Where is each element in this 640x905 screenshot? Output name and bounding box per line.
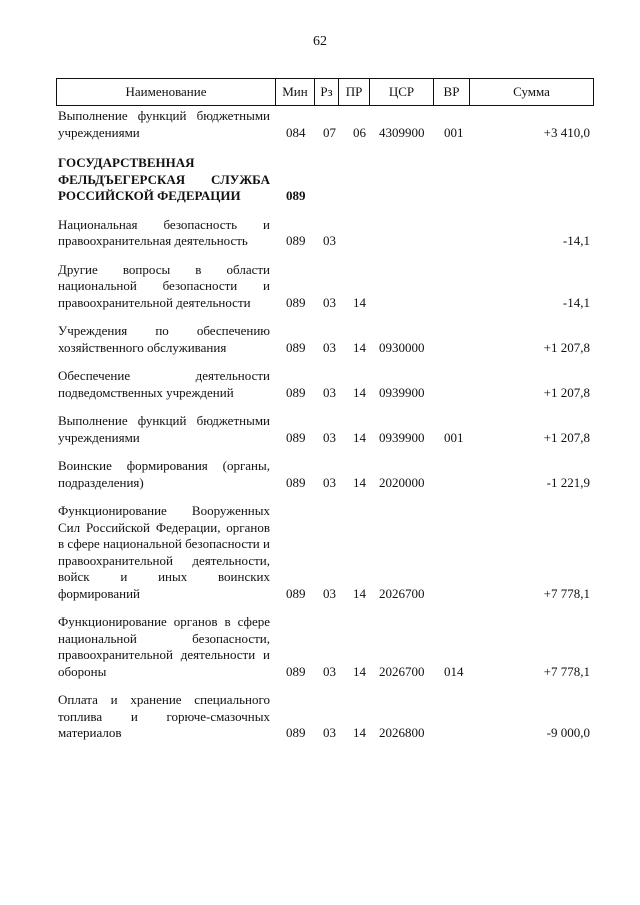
row-csr: 4309900 bbox=[379, 124, 425, 140]
row-csr: 0930000 bbox=[379, 339, 425, 355]
table-row bbox=[58, 614, 592, 680]
row-csr: 0939900 bbox=[379, 384, 425, 400]
row-vr: 014 bbox=[444, 663, 464, 679]
table-row bbox=[58, 155, 592, 205]
row-sum: -14,1 bbox=[562, 294, 590, 310]
row-rz: 03 bbox=[323, 585, 336, 601]
row-min: 089 bbox=[286, 188, 306, 203]
table-row bbox=[58, 503, 592, 602]
table-row bbox=[58, 368, 592, 401]
row-sum: +1 207,8 bbox=[543, 384, 590, 400]
header-rz: Рз bbox=[315, 79, 339, 105]
table-row bbox=[58, 262, 592, 312]
header-vr: ВР bbox=[434, 79, 470, 105]
row-name: Функционирование Вооруженных Сил Российской Федерации, органов в сфере национальной безопасности и правоохранительной деятельности, войск и иных воинских формирований bbox=[58, 503, 270, 601]
row-pr: 14 bbox=[353, 663, 366, 679]
row-rz: 03 bbox=[323, 233, 336, 248]
row-name: Другие вопросы в области национальной безопасности и правоохранительной деятельности bbox=[58, 261, 270, 310]
row-min: 089 bbox=[286, 663, 306, 679]
row-vr: 001 bbox=[444, 429, 464, 445]
table-row bbox=[58, 217, 592, 250]
row-name: Учреждения по обеспечению хозяйственного обслуживания bbox=[58, 323, 270, 355]
row-min: 089 bbox=[286, 585, 306, 601]
row-name: Выполнение функций бюджетными учреждениями bbox=[58, 413, 270, 445]
table-row bbox=[58, 413, 592, 446]
row-name: ГОСУДАРСТВЕННАЯ ФЕЛЬДЪЕГЕРСКАЯ СЛУЖБА РОССИЙСКОЙ ФЕДЕРАЦИИ bbox=[58, 155, 270, 203]
row-rz: 03 bbox=[323, 663, 336, 679]
row-rz: 03 bbox=[323, 294, 336, 310]
row-name: Воинские формирования (органы, подразделения) bbox=[58, 458, 270, 490]
table-row bbox=[58, 692, 592, 742]
row-csr: 2026700 bbox=[379, 663, 425, 679]
row-pr: 06 bbox=[353, 124, 366, 140]
row-min: 089 bbox=[286, 725, 306, 740]
row-rz: 03 bbox=[323, 429, 336, 445]
row-pr: 14 bbox=[353, 725, 366, 740]
row-name: Национальная безопасность и правоохранительная деятельность bbox=[58, 216, 270, 248]
row-min: 089 bbox=[286, 294, 306, 310]
row-min: 089 bbox=[286, 429, 306, 445]
row-rz: 03 bbox=[323, 725, 336, 740]
header-csr: ЦСР bbox=[370, 79, 434, 105]
table-row bbox=[58, 108, 592, 141]
row-rz: 03 bbox=[323, 474, 336, 490]
row-sum: -9 000,0 bbox=[546, 725, 590, 740]
row-rz: 07 bbox=[323, 124, 336, 140]
row-csr: 2026800 bbox=[379, 725, 425, 740]
row-name: Оплата и хранение специального топлива и горюче-смазочных материалов bbox=[58, 692, 270, 740]
row-min: 084 bbox=[286, 124, 306, 140]
header-sum: Сумма bbox=[513, 84, 550, 99]
row-sum: +3 410,0 bbox=[543, 124, 590, 140]
row-min: 089 bbox=[286, 339, 306, 355]
row-sum: +7 778,1 bbox=[543, 585, 590, 601]
row-rz: 03 bbox=[323, 339, 336, 355]
table-row bbox=[58, 458, 592, 491]
row-pr: 14 bbox=[353, 339, 366, 355]
row-sum: +1 207,8 bbox=[543, 429, 590, 445]
row-min: 089 bbox=[286, 384, 306, 400]
table-row bbox=[58, 323, 592, 356]
row-min: 089 bbox=[286, 474, 306, 490]
header-pr: ПР bbox=[339, 79, 370, 105]
row-name: Обеспечение деятельности подведомственных учреждений bbox=[58, 368, 270, 400]
row-pr: 14 bbox=[353, 429, 366, 445]
header-name: Наименование bbox=[57, 79, 276, 105]
row-sum: -14,1 bbox=[562, 233, 590, 248]
row-name: Функционирование органов в сфере национальной безопасности, правоохранительной деятельности и обороны bbox=[58, 614, 270, 679]
row-pr: 14 bbox=[353, 294, 366, 310]
row-pr: 14 bbox=[353, 384, 366, 400]
row-rz: 03 bbox=[323, 384, 336, 400]
row-pr: 14 bbox=[353, 474, 366, 490]
row-sum: +7 778,1 bbox=[543, 663, 590, 679]
header-min: Мин bbox=[276, 79, 315, 105]
table-body bbox=[58, 108, 592, 754]
row-csr: 2020000 bbox=[379, 474, 425, 490]
row-sum: +1 207,8 bbox=[543, 339, 590, 355]
row-vr: 001 bbox=[444, 124, 464, 140]
page-number: 62 bbox=[313, 34, 327, 49]
row-csr: 0939900 bbox=[379, 429, 425, 445]
table-header bbox=[56, 78, 594, 106]
row-name: Выполнение функций бюджетными учреждениями bbox=[58, 108, 270, 140]
row-pr: 14 bbox=[353, 585, 366, 601]
row-csr: 2026700 bbox=[379, 585, 425, 601]
row-sum: -1 221,9 bbox=[546, 474, 590, 490]
row-min: 089 bbox=[286, 233, 306, 248]
